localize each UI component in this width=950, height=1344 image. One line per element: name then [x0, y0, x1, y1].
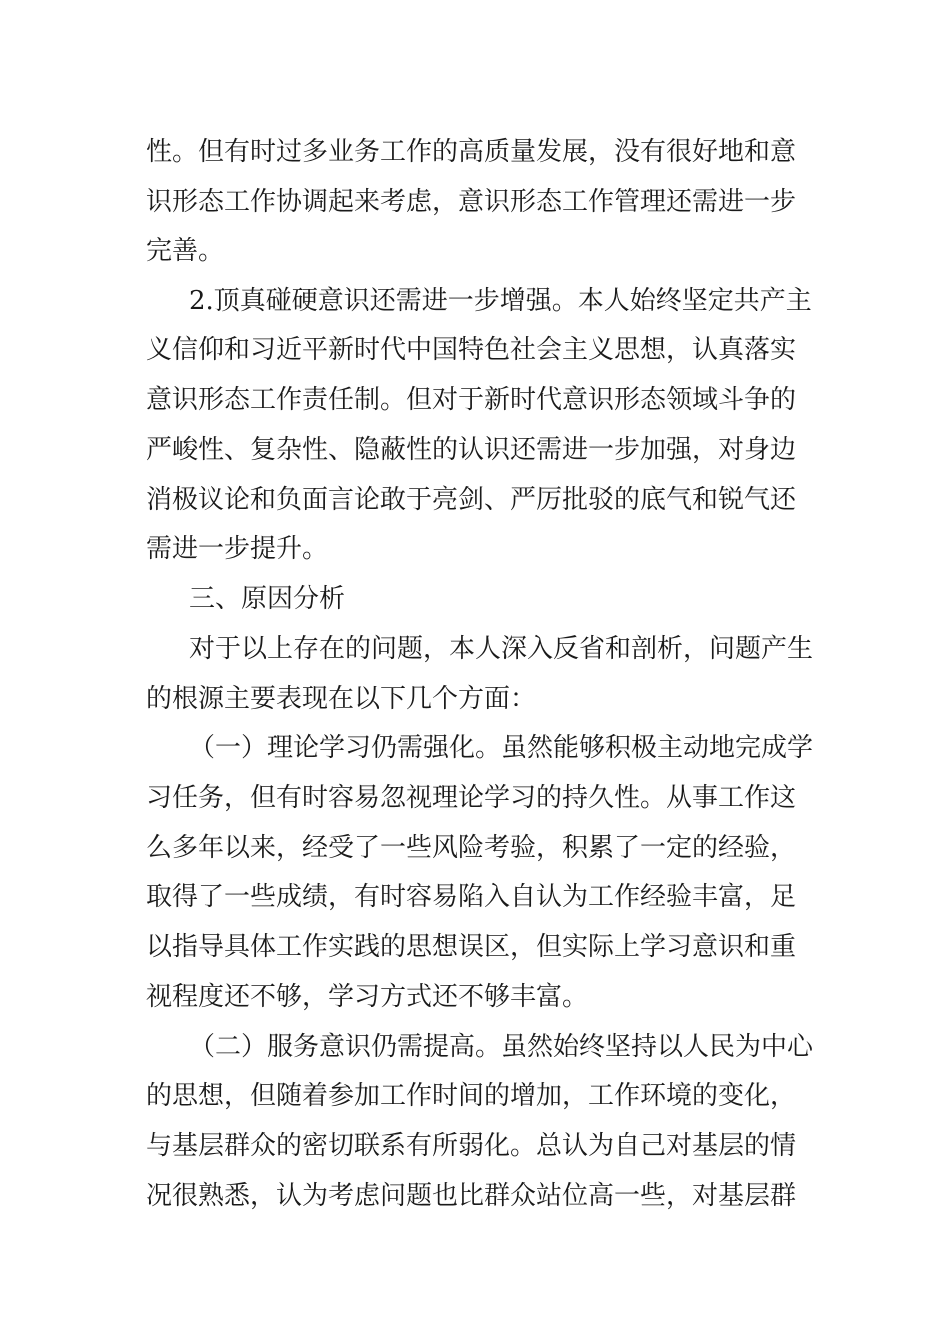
text-line: 严峻性、复杂性、隐蔽性的认识还需进一步加强，对身边 — [146, 435, 797, 465]
text-line: 视程度还不够，学习方式还不够丰富。 — [146, 982, 589, 1012]
text-line: （一）理论学习仍需强化。虽然能够积极主动地完成学 — [189, 733, 814, 763]
text-line: 对于以上存在的问题，本人深入反省和剖析，问题产生 — [189, 634, 814, 664]
text-line: 况很熟悉，认为考虑问题也比群众站位高一些，对基层群 — [146, 1181, 797, 1211]
text-line: 完善。 — [146, 236, 225, 266]
text-line: 意识形态工作责任制。但对于新时代意识形态领域斗争的 — [146, 385, 797, 415]
text-line: 识形态工作协调起来考虑，意识形态工作管理还需进一步 — [146, 187, 797, 217]
text-line: 的根源主要表现在以下几个方面： — [146, 684, 537, 714]
text-line: 以指导具体工作实践的思想误区，但实际上学习意识和重 — [146, 932, 797, 962]
text-line: 需进一步提升。 — [146, 534, 329, 564]
text-line: 取得了一些成绩，有时容易陷入自认为工作经验丰富，足 — [146, 882, 797, 912]
text-line: 与基层群众的密切联系有所弱化。总认为自己对基层的情 — [146, 1131, 797, 1161]
text-line: 义信仰和习近平新时代中国特色社会主义思想，认真落实 — [146, 335, 797, 365]
text-line: 的思想，但随着参加工作时间的增加，工作环境的变化， — [146, 1081, 797, 1111]
text-line: 么多年以来，经受了一些风险考验，积累了一定的经验， — [146, 833, 797, 863]
text-line: （二）服务意识仍需提高。虽然始终坚持以人民为中心 — [189, 1032, 814, 1062]
text-line: 习任务，但有时容易忽视理论学习的持久性。从事工作这 — [146, 783, 797, 813]
text-line: 2.顶真碰硬意识还需进一步增强。本人始终坚定共产主 — [189, 286, 812, 316]
text-line: 性。但有时过多业务工作的高质量发展，没有很好地和意 — [146, 137, 797, 167]
text-line: 消极议论和负面言论敢于亮剑、严厉批驳的底气和锐气还 — [146, 485, 797, 515]
section-heading: 三、原因分析 — [189, 584, 346, 614]
